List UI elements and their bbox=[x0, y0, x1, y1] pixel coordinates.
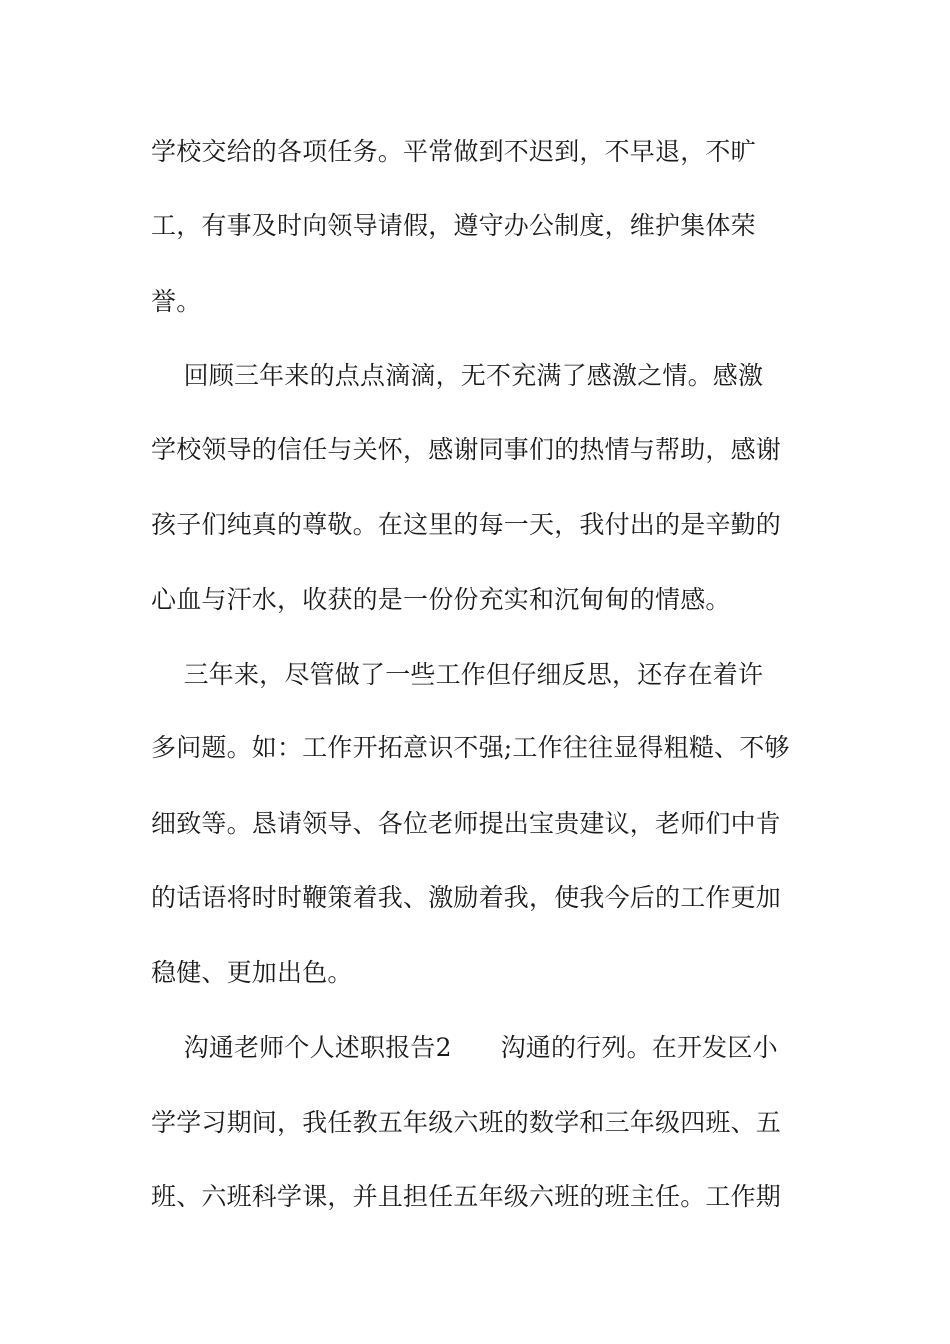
text-line: 孩子们纯真的尊敬。在这里的每一天，我付出的是辛勤的 bbox=[151, 510, 782, 539]
text-line: 誉。 bbox=[151, 287, 202, 316]
text-line: 稳健、更加出色。 bbox=[151, 958, 353, 987]
text-line: 班、六班科学课，并且担任五年级六班的班主任。工作期 bbox=[151, 1182, 782, 1211]
text-line: 回顾三年来的点点滴滴，无不充满了感激之情。感激 bbox=[151, 361, 764, 390]
text-line: 细致等。恳请领导、各位老师提出宝贵建议，老师们中肯 bbox=[151, 809, 782, 838]
text-line: 三年来，尽管做了一些工作但仔细反思，还存在着许 bbox=[151, 660, 764, 689]
text-line: 的话语将时时鞭策着我、激励着我，使我今后的工作更加 bbox=[151, 883, 782, 912]
text-line: 工，有事及时向领导请假，遵守办公制度，维护集体荣 bbox=[151, 211, 756, 240]
text-line: 学校领导的信任与关怀，感谢同事们的热情与帮助，感谢 bbox=[151, 435, 782, 464]
text-line: 学学习期间，我任教五年级六班的数学和三年级四班、五 bbox=[151, 1108, 782, 1137]
text-line: 学校交给的各项任务。平常做到不迟到，不早退，不旷 bbox=[151, 137, 756, 166]
text-line: 沟通老师个人述职报告2 沟通的行列。在开发区小 bbox=[151, 1033, 778, 1062]
text-line: 心血与汗水，收获的是一份份充实和沉甸甸的情感。 bbox=[151, 585, 731, 614]
text-line: 多问题。如：工作开拓意识不强;工作往往显得粗糙、不够 bbox=[151, 733, 790, 762]
